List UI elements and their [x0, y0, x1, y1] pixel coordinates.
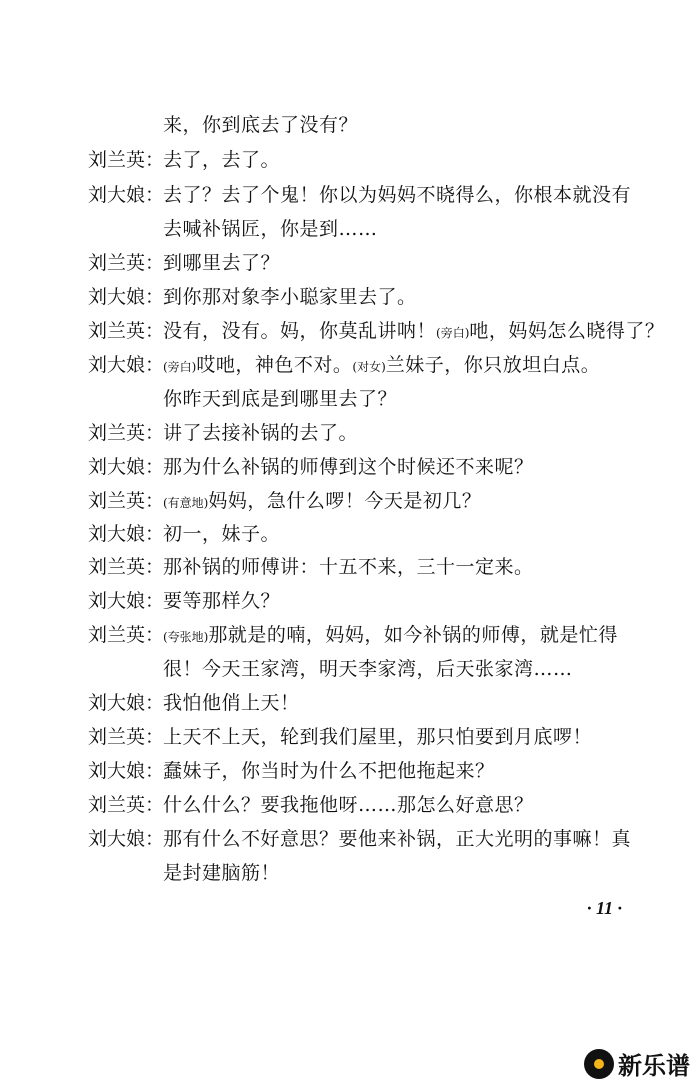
stage-direction: (旁白): [436, 326, 470, 340]
dialogue-text: 上天不上天，轮到我们屋里，那只怕要到月底啰！: [163, 726, 593, 748]
dialogue-text: 到哪里去了？: [163, 252, 281, 274]
dialogue-text: 讲了去接补锅的去了。: [163, 422, 359, 444]
dialogue-text: 去了？去了个鬼！你以为妈妈不晓得么，你根本就没有: [163, 184, 632, 206]
speaker-name: 刘兰英：: [88, 726, 165, 748]
record-disc-icon: [584, 1049, 614, 1079]
dialogue-text: 蠢妹子，你当时为什么不把他拖起来？: [163, 760, 495, 782]
dialogue-text: 没有，没有。妈，你莫乱讲呐！(旁白)吔，妈妈怎么晓得了？: [163, 320, 665, 342]
speaker-name: 刘大娘：: [88, 456, 165, 478]
speaker-name: 刘兰英：: [88, 794, 165, 816]
speaker-name: 刘大娘：: [88, 692, 165, 714]
dialogue-text: 你昨天到底是到哪里去了？: [163, 388, 398, 410]
dialogue-text: 去了，去了。: [163, 149, 281, 171]
speaker-name: 刘大娘：: [88, 354, 165, 376]
speaker-name: 刘大娘：: [88, 760, 165, 782]
dialogue-text: 要等那样久？: [163, 590, 281, 612]
speaker-name: 刘兰英：: [88, 490, 165, 512]
page-number: · 11 ·: [586, 898, 622, 918]
dialogue-text: 很！今天王家湾，明天李家湾，后天张家湾……: [163, 658, 573, 680]
dialogue-text: 是封建脑筋！: [163, 862, 281, 884]
dialogue-text: 到你那对象李小聪家里去了。: [163, 286, 417, 308]
dialogue-text: 那有什么不好意思？要他来补锅，正大光明的事嘛！真: [163, 828, 632, 850]
dialogue-text: (有意地)妈妈，急什么啰！今天是初几？: [163, 490, 482, 512]
dialogue-text: 那补锅的师傅讲：十五不来，三十一定来。: [163, 556, 534, 578]
speaker-name: 刘大娘：: [88, 523, 165, 545]
speaker-name: 刘兰英：: [88, 149, 165, 171]
dialogue-text: (夸张地)那就是的喃，妈妈，如今补锅的师傅，就是忙得: [163, 624, 618, 646]
stage-direction: (旁白): [163, 360, 197, 374]
stage-direction: (有意地): [163, 496, 209, 510]
dialogue-text: 那为什么补锅的师傅到这个时候还不来呢？: [163, 456, 534, 478]
dialogue-text: 什么什么？要我拖他呀……那怎么好意思？: [163, 794, 534, 816]
speaker-name: 刘大娘：: [88, 286, 165, 308]
dialogue-text: (旁白)哎吔，神色不对。(对女)兰妹子，你只放坦白点。: [163, 354, 601, 376]
dialogue-text: 初一，妹子。: [163, 523, 281, 545]
stage-direction: (对女): [352, 360, 386, 374]
stage-direction: (夸张地): [163, 630, 209, 644]
dialogue-text: 来，你到底去了没有？: [163, 114, 359, 136]
speaker-name: 刘兰英：: [88, 252, 165, 274]
dialogue-text: 去喊补锅匠，你是到……: [163, 218, 378, 240]
speaker-name: 刘兰英：: [88, 320, 165, 342]
speaker-name: 刘兰英：: [88, 556, 165, 578]
dialogue-text: 我怕他俏上天！: [163, 692, 300, 714]
watermark-logo: [584, 1046, 690, 1081]
speaker-name: 刘大娘：: [88, 184, 165, 206]
speaker-name: 刘兰英：: [88, 624, 165, 646]
speaker-name: 刘兰英：: [88, 422, 165, 444]
speaker-name: 刘大娘：: [88, 828, 165, 850]
watermark-text: 新乐谱: [618, 1052, 690, 1080]
speaker-name: 刘大娘：: [88, 590, 165, 612]
